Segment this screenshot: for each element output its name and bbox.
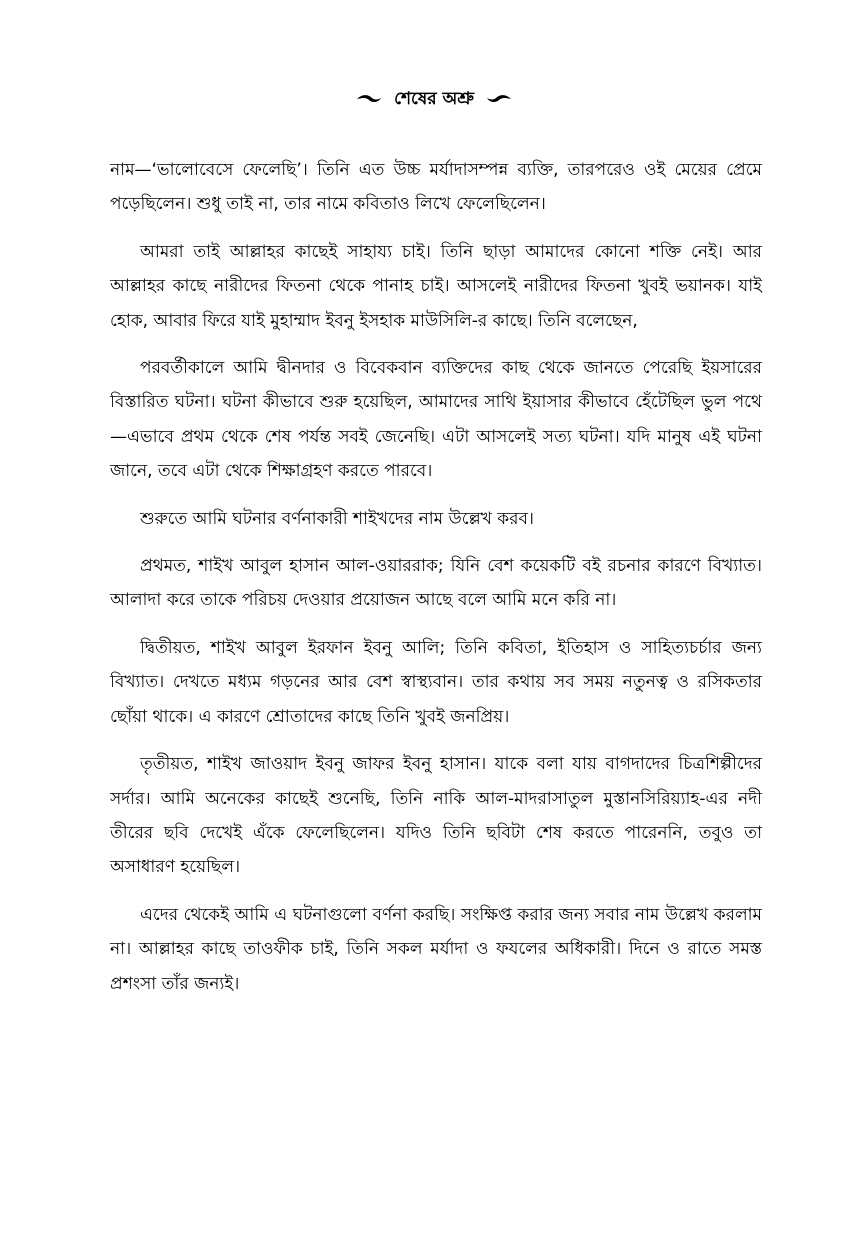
paragraph-continued: নাম—‘ভালোবেসে ফেলেছি’। তিনি এত উচ্চ মর্যাদাসম্পন্ন ব্যক্তি, তারপরেও ওই মেয়ের প্রেমে পড়েছিলেন। শুধু তাই না, তার নামে কবিতাও লিখে ফেলেছিলেন। bbox=[110, 160, 762, 215]
paragraph: পরবর্তীকালে আমি দ্বীনদার ও বিবেকবান ব্যক্তিদের কাছ থেকে জানতে পেরেছি ইয়সারের বিস্তারিত ঘটনা। ঘটনা কীভাবে শুরু হয়েছিল, আমাদের সাথি ইয়াসার কীভাবে হেঁটেছিল ভুল পথে—এভাবে প্রথম থেকে শেষ পর্যন্ত সবই জেনেছি। এটা আসলেই সত্য ঘটনা। যদি মানুষ এই ঘটনা জানে, তবে এটা থেকে শিক্ষাগ্রহণ করতে পারবে। bbox=[110, 358, 762, 482]
paragraph: প্রথমত, শাইখ আবুল হাসান আল-ওয়াররাক; যিনি বেশ কয়েকটি বই রচনার কারণে বিখ্যাত। আলাদা করে তাকে পরিচয় দেওয়ার প্রয়োজন আছে বলে আমি মনে করি না। bbox=[110, 556, 762, 611]
body-text bbox=[110, 153, 762, 1014]
paragraph: দ্বিতীয়ত, শাইখ আবুল ইরফান ইবনু আলি; তিনি কবিতা, ইতিহাস ও সাহিত্যচর্চার জন্য বিখ্যাত। দেখতে মধ্যম গড়নের আর বেশ স্বাস্থ্যবান। তার কথায় সব সময় নতুনত্ব ও রসিকতার ছোঁয়া থাকে। এ কারণে শ্রোতাদের কাছে তিনি খুবই জনপ্রিয়। bbox=[110, 637, 762, 727]
running-header-title: শেষের অশ্রু bbox=[394, 89, 474, 109]
flourish-left-icon bbox=[356, 93, 382, 105]
paragraph: এদের থেকেই আমি এ ঘটনাগুলো বর্ণনা করছি। সংক্ষিপ্ত করার জন্য সবার নাম উল্লেখ করলাম না। আল্লাহর কাছে তাওফীক চাই, তিনি সকল মর্যাদা ও ফযলের অধিকারী। দিনে ও রাতে সমস্ত প্রশংসা তাঁর জন্যই। bbox=[110, 904, 762, 994]
running-header bbox=[0, 84, 868, 114]
paragraph: আমরা তাই আল্লাহর কাছেই সাহায্য চাই। তিনি ছাড়া আমাদের কোনো শক্তি নেই। আর আল্লাহর কাছে নারীদের ফিতনা থেকে পানাহ চাই। আসলেই নারীদের ফিতনা খুবই ভয়ানক। যাই হোক, আবার ফিরে যাই মুহাম্মাদ ইবনু ইসহাক মাউসিলি-র কাছে। তিনি বলেছেন, bbox=[110, 241, 762, 331]
flourish-right-icon bbox=[486, 93, 512, 105]
paragraph: শুরুতে আমি ঘটনার বর্ণনাকারী শাইখদের নাম উল্লেখ করব। bbox=[140, 508, 535, 529]
paragraph: তৃতীয়ত, শাইখ জাওয়াদ ইবনু জাফর ইবনু হাসান। যাকে বলা যায় বাগদাদের চিত্রশিল্পীদের সর্দার। আমি অনেকের কাছেই শুনেছি, তিনি নাকি আল-মাদরাসাতুল মুস্তানসিরিয়্যাহ-এর নদী তীরের ছবি দেখেই এঁকে ফেলেছিলেন। যদিও তিনি ছবিটা শেষ করতে পারেননি, তবুও তা অসাধারণ হয়েছিল। bbox=[110, 754, 762, 878]
